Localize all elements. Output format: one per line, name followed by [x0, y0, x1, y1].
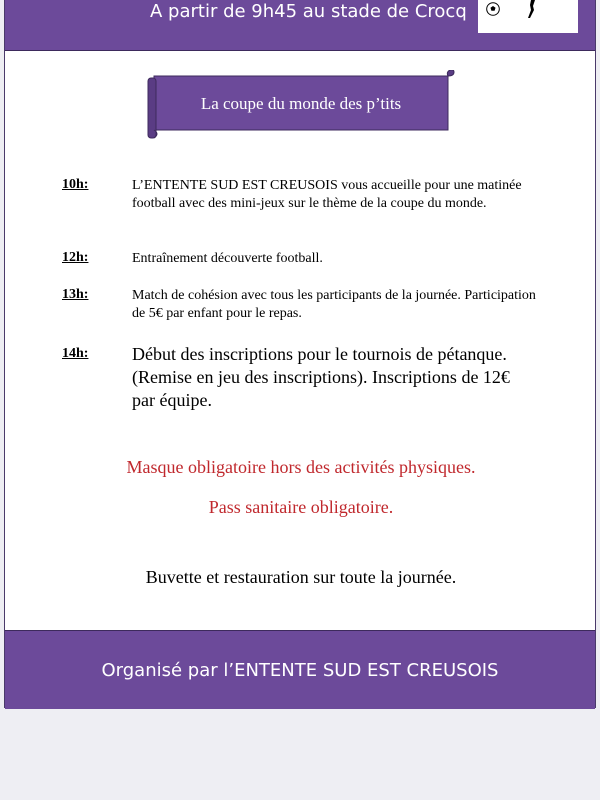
schedule-time-1: 10h:: [62, 177, 89, 192]
schedule-time-4: 14h:: [62, 346, 89, 361]
banner-text: A partir de 9h45 au stade de Crocq: [150, 1, 467, 22]
logo-box: [478, 0, 578, 33]
food-notice: Buvette et restauration sur toute la journée.: [145, 567, 457, 587]
soccer-ball-icon: [486, 2, 500, 16]
flyer-page: [4, 0, 596, 708]
schedule-text-4: Début des inscriptions pour le tournois de pétanque. (Remise en jeu des inscriptions). Inscriptions de 12€ par équipe.: [132, 344, 510, 410]
player-silhouette-icon: [522, 0, 540, 18]
schedule-time-2: 12h:: [62, 250, 89, 265]
pass-notice: Pass sanitaire obligatoire.: [208, 497, 394, 517]
schedule-text-1: L’ENTENTE SUD EST CREUSOIS vous accueille pour une matinée football avec des mini-jeux sur le thème de la coupe du monde.: [132, 178, 522, 211]
event-title: La coupe du monde des p’tits: [200, 94, 402, 113]
bottom-banner: [5, 630, 595, 709]
schedule-text-3: Match de cohésion avec tous les participants de la journée. Participation de 5€ par enfant pour le repas.: [132, 288, 536, 321]
mask-notice: Masque obligatoire hors des activités physiques.: [126, 457, 476, 477]
organizer-text: Organisé par l’ENTENTE SUD EST CREUSOIS: [101, 660, 499, 681]
schedule-text-2: Entraînement découverte football.: [132, 251, 323, 266]
schedule-time-3: 13h:: [62, 287, 89, 302]
top-banner: [5, 0, 595, 51]
